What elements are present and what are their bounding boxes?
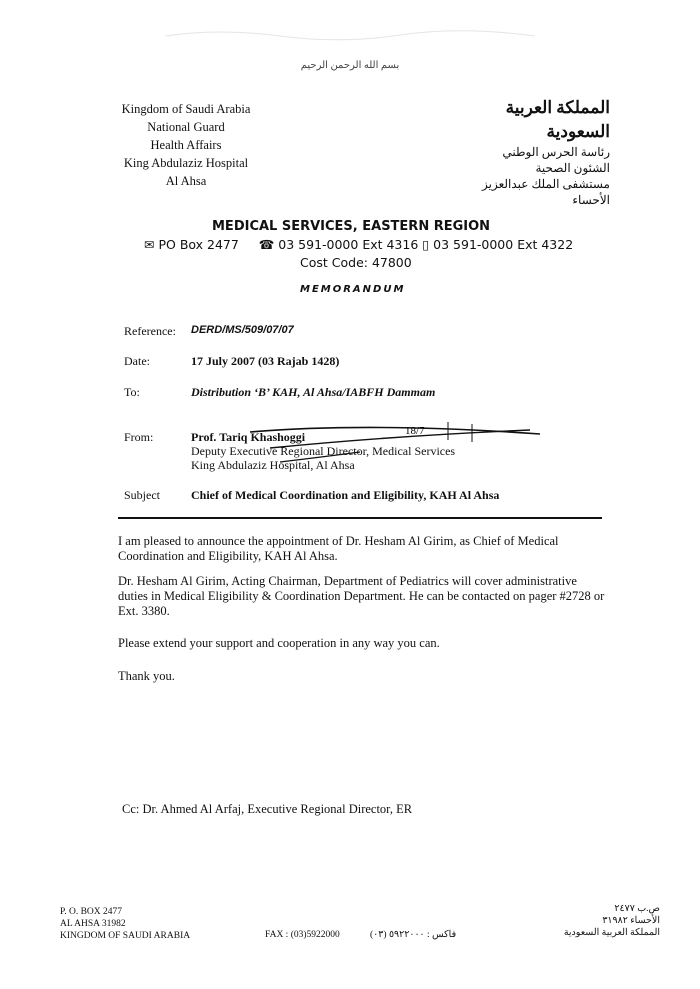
arabic-line: الأحساء (572, 193, 610, 207)
letterhead-line: Al Ahsa (165, 174, 207, 188)
from-label: From: (124, 430, 154, 444)
signature-strokes (190, 418, 550, 474)
signature-mark: 18/7 (405, 425, 425, 437)
footer-line: KINGDOM OF SAUDI ARABIA (60, 931, 191, 941)
service-title: MEDICAL SERVICES, EASTERN REGION (212, 219, 491, 234)
arabic-line: رئاسة الحرس الوطني (502, 145, 610, 159)
reference-value: DERD/MS/509/07/07 (191, 324, 294, 336)
letterhead-line: Health Affairs (150, 138, 222, 152)
basmala: بسم الله الرحمن الرحيم (300, 60, 400, 71)
footer-address (60, 906, 190, 942)
arabic-letterhead (440, 96, 610, 208)
footer-address-arabic (520, 903, 660, 939)
footer-line: AL AHSA 31982 (60, 919, 126, 929)
memo-title: MEMORANDUM (300, 284, 406, 295)
letterhead-line: King Abdulaziz Hospital (123, 156, 249, 170)
closing: Thank you. (118, 669, 175, 683)
cc-line: Cc: Dr. Ahmed Al Arfaj, Executive Regional Director, ER (122, 802, 413, 816)
footer-fax: FAX : (03)5922000 (265, 930, 340, 940)
body-paragraph: Dr. Hesham Al Girim, Acting Chairman, Department of Pediatrics will cover administrative duties in Medical Eligibility & Coordination Department. He can be contacted on pager #2728 or Ext. 3380. (118, 574, 605, 618)
from-title: Deputy Executive Regional Director, Medical Services (191, 444, 456, 458)
from-organization: King Abdulaziz Hospital, Al Ahsa (191, 458, 355, 472)
footer-line: الأحساء ٣١٩٨٢ (602, 916, 660, 926)
arabic-line: مستشفى الملك عبدالعزيز (482, 177, 610, 191)
letterhead-line: Kingdom of Saudi Arabia (121, 102, 251, 116)
to-label: To: (124, 385, 140, 399)
phone-number: 03 591-0000 Ext 4316 (278, 237, 419, 252)
arabic-line: الشئون الصحية (535, 161, 610, 175)
english-letterhead (96, 100, 276, 190)
subject-value: Chief of Medical Coordination and Eligibility, KAH Al Ahsa (191, 488, 500, 502)
phone-icon: ☎ (258, 237, 275, 252)
scan-smudge (160, 26, 540, 44)
reference-label: Reference: (124, 324, 176, 338)
subject-divider (118, 517, 602, 519)
body-paragraph: Please extend your support and cooperation in any way you can. (118, 636, 440, 650)
cost-code: Cost Code: 47800 (300, 255, 412, 270)
fax-number: 03 591-0000 Ext 4322 (433, 237, 574, 252)
fax-icon: ▯ (422, 237, 430, 252)
footer-line: المملكة العربية السعودية (563, 928, 660, 938)
po-box: PO Box 2477 (158, 237, 239, 252)
subject-label: Subject (124, 488, 160, 502)
service-contact (144, 237, 573, 252)
date-value: 17 July 2007 (03 Rajab 1428) (191, 354, 340, 368)
letterhead-line: National Guard (147, 120, 225, 134)
arabic-title: المملكة العربية السعودية (505, 98, 610, 141)
to-value: Distribution ‘B’ KAH, Al Ahsa/IABFH Dammam (191, 385, 436, 399)
from-name: Prof. Tariq Khashoggi (191, 430, 306, 444)
footer-line: ص.ب ٢٤٧٧ (614, 904, 660, 914)
mailbox-icon: ✉ (144, 237, 155, 252)
footer-fax-arabic: فاكس : ٥٩٢٢٠٠٠ (٠٣) (370, 930, 457, 940)
body-paragraph: I am pleased to announce the appointment of Dr. Hesham Al Girim, as Chief of Medical Coordination and Eligibility, KAH Al Ahsa. (118, 534, 559, 563)
footer-line: P. O. BOX 2477 (60, 907, 123, 917)
date-label: Date: (124, 354, 150, 368)
